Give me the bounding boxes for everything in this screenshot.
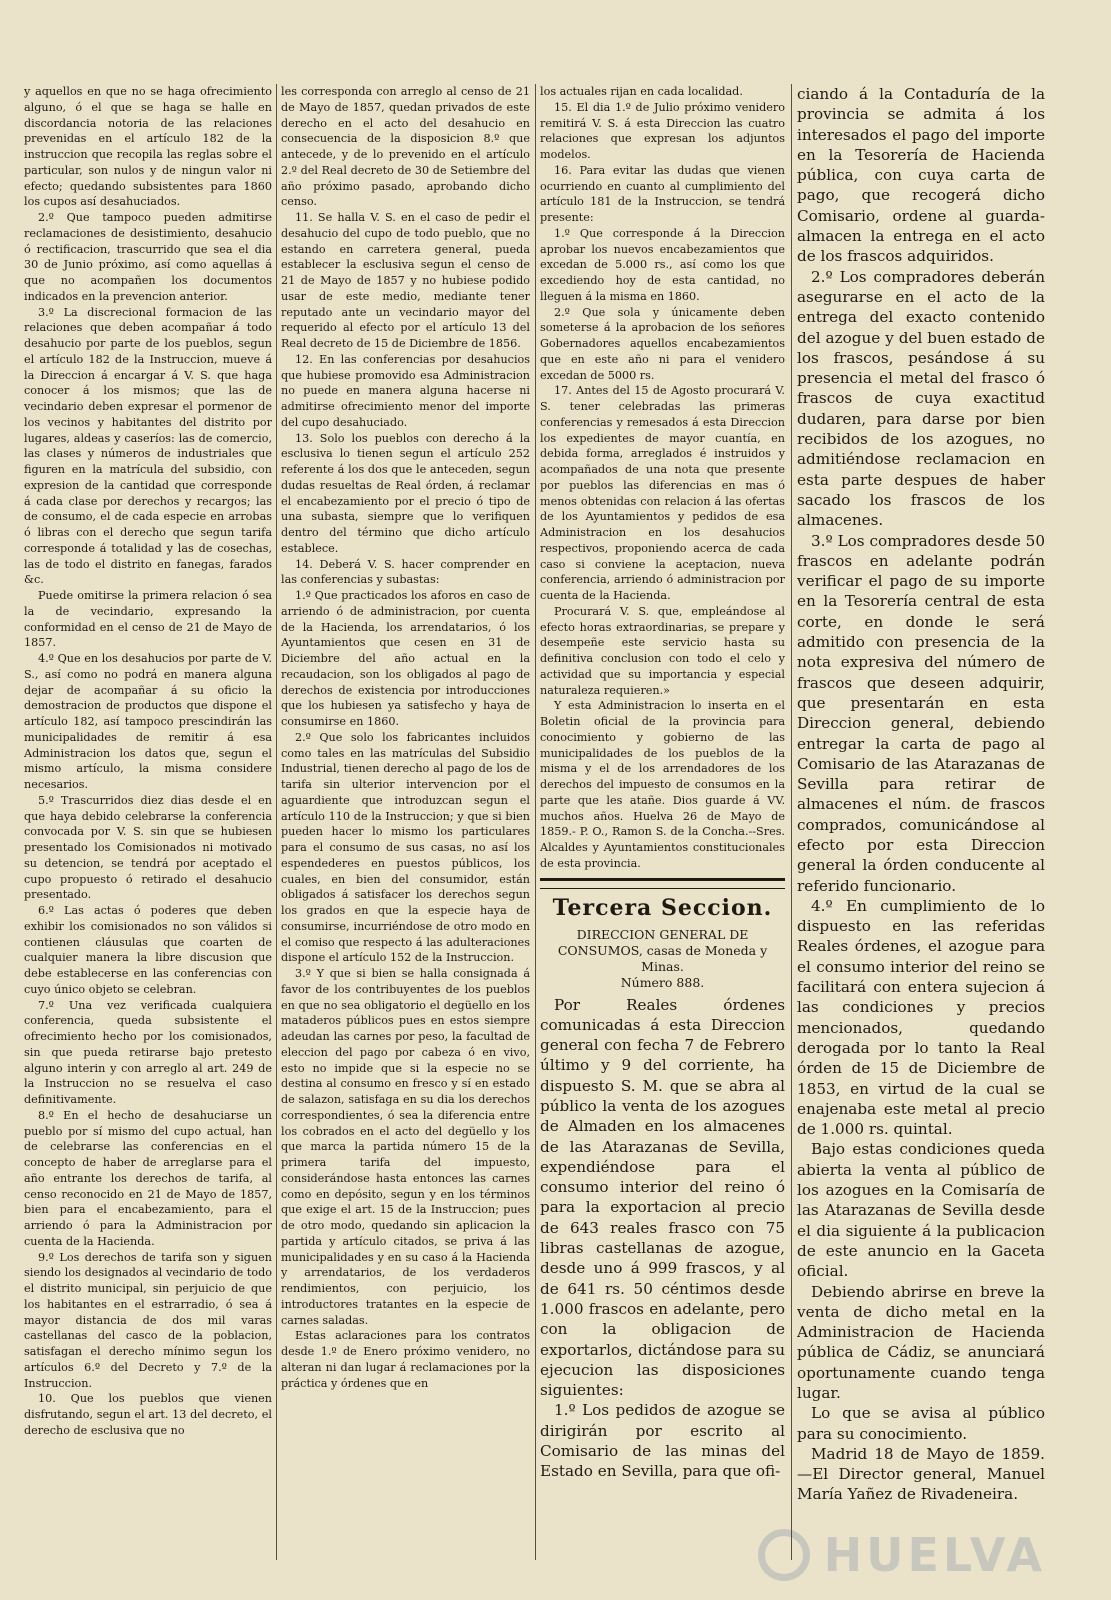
paragraph: 17. Antes del 15 de Agosto procurará V. S. tener celebradas las primeras conferencias y remesados á esta Direccion los expedientes de mayor cuantía, en debida forma, arreglados é instruidos y acompañados de una nota que presente por pueblos las diferencias en mas ó menos obtenidas con relacion á las ofertas de los Ayuntamientos y pedidos de esa Administracion en los desahucios respectivos, proponiendo acerca de cada caso si conviene la aceptacion, nueva conferencia, arriendo ó administracion por cuenta de la Hacienda. <box>540 384 785 602</box>
paragraph: 9.º Los derechos de tarifa son y siguen siendo los designados al vecindario de todo el distrito municipal, sin perjuicio de que los habitantes en el estrarradio, ó sea á mayor distancia de dos mil varas castellanas del casco de la poblacion, satisfagan el derecho mínimo segun los artículos 6.º del Decreto y 7.º de la Instruccion. <box>24 1250 272 1390</box>
column-2 <box>281 84 530 1584</box>
paragraph: 2.º Que sola y únicamente deben someterse á la aprobacion de los señores Gobernadores aquellos encabezamientos que en este año ni para el venidero excedan de 5000 rs. <box>540 305 785 382</box>
paragraph: les corresponda con arreglo al censo de 21 de Mayo de 1857, quedan privados de este derecho en el acto del desahucio en consecuencia de la disposicion 8.º que antecede, y de lo prevenido en el artículo 2.º del Real decreto de 30 de Setiembre del año próximo pasado, aprobando dicho censo. <box>281 85 530 209</box>
paragraph: 3.º Los compradores desde 50 frascos en adelante podrán verificar el pago de su importe en la Tesorería central de esta corte, en donde le será admitido con presencia de la nota expresiva del número de frascos que deseen adquirir, que presentarán en esta Direccion general, debiendo entregar la carta de pago al Comisario de las Atarazanas de Sevilla para retirar de almacenes el núm. de frascos comprados, comunicándose al efecto por esta Direccion general la órden conducente al referido funcionario. <box>797 531 1045 895</box>
paragraph: 16. Para evitar las dudas que vienen ocurriendo en cuanto al cumplimiento del artículo 181 de la Instruccion, se tendrá presente: <box>540 163 785 224</box>
paragraph: 2.º Que tampoco pueden admitirse reclamaciones de desistimiento, desahucio ó rectificacion, trascurrido que sea el dia 30 de Junio próximo, así como aquellas á que no acompañen los documentos indicados en la prevencion anterior. <box>24 211 272 303</box>
paragraph: 6.º Las actas ó poderes que deben exhibir los comisionados no son válidos si contienen cláusulas que coarten de cualquier manera la libre discusion que debe establecerse en las conferencias con cuyo único objeto se celebran. <box>24 904 272 996</box>
column-3 <box>540 84 785 1584</box>
paragraph: Debiendo abrirse en breve la venta de dicho metal en la Administracion de Hacienda pública de Cádiz, se anunciará oportunamente cuando tenga lugar. <box>797 1282 1045 1402</box>
paragraph: ciando á la Contaduría de la provincia se admita á los interesados el pago del importe en la Tesorería de Hacienda pública, con cuya carta de pago, que recogerá dicho Comisario, ordene al guarda-almacen la entrega en el acto de los frascos adquiridos. <box>797 85 1045 266</box>
paragraph: 3.º Y que si bien se halla consignada á favor de los contribuyentes de los pueblos en que no sea obligatorio el degüello en los mataderos públicos pues en estos siempre adeudan las carnes por peso, la facultad de eleccion del pago por cabeza ó en vivo, esto no impide que si la especie no se destina al consumo en fresco y sí en estado de salazon, satisfaga en su dia los derechos correspondientes, ó sea la diferencia entre los cobrados en el acto del degüello y los que marca la partida número 15 de la primera tarifa del impuesto, considerándose hasta entonces las carnes como en depósito, segun y en los términos que exige el art. 15 de la Instruccion; pues de otro modo, quedando sin aplicacion la partida y artículo citados, se priva á las municipalidades y en su caso á la Hacienda y arrendatarios, de los verdaderos rendimientos, con perjuicio, los introductores tratantes en la especie de carnes saladas. <box>281 967 530 1327</box>
paragraph: 15. El dia 1.º de Julio próximo venidero remitirá V. S. á esta Direccion las cuatro relaciones que expresan los adjuntos modelos. <box>540 100 785 161</box>
paragraph: Lo que se avisa al público para su conocimiento. <box>797 1404 1045 1443</box>
paragraph: 2.º Los compradores deberán asegurarse en el acto de la entrega del exacto contenido del azogue y del buen estado de los frascos, pesándose á su presencia el metal del frasco ó frascos de cuya exactitud dudaren, para darse por bien recibidos de los azogues, no admitiéndose reclamacion en esta parte despues de haber sacado los frascos de los almacenes. <box>797 267 1045 530</box>
column-divider <box>791 84 792 1560</box>
paragraph: Por Reales órdenes comunicadas á esta Direccion general con fecha 7 de Febrero último y 9 del corriente, ha dispuesto S. M. que se abra al público la venta de los azogues de Almaden en los almacenes de las Atarazanas de Sevilla, expendiéndose para el consumo interior del reino ó para la exportacion al precio de 643 reales frasco con 75 libras castellanas de azogue, desde uno á 999 frascos, y al de 641 rs. 50 céntimos desde 1.000 frascos en adelante, pero con la obligacion de exportarlos, dictándose para su ejecucion las disposiciones siguientes: <box>540 995 785 1400</box>
paragraph: 13. Solo los pueblos con derecho á la esclusiva lo tienen segun el artículo 252 referente á los dos que le anteceden, segun dudas resueltas de Real órden, á reclamar el encabezamiento por el precio ó tipo de una subasta, siempre que lo verifiquen dentro del término que dicho artículo establece. <box>281 431 530 555</box>
column-4 <box>797 84 1045 1584</box>
paragraph: Procurará V. S. que, empleándose al efecto horas extraordinarias, se prepare y desempeñe este servicio hasta su definitiva conclusion con todo el celo y actividad que su importancia y especial naturaleza requieren.» <box>540 604 785 697</box>
watermark-text: HUELVA <box>823 1528 1046 1582</box>
paragraph: 1.º Que practicados los aforos en caso de arriendo ó de administracion, por cuenta de la Hacienda, los arrendatarios, ó los Ayuntamientos que cesen en 31 de Diciembre del año actual en la recaudacion, son los obligados al pago de derechos de existencia por introducciones que los hubiesen ya satisfecho y haya de consumirse en 1860. <box>281 589 530 728</box>
paragraph: Madrid 18 de Mayo de 1859.—El Director general, Manuel María Yañez de Rivadeneira. <box>797 1444 1045 1504</box>
section-rule <box>540 878 785 889</box>
column-divider <box>535 84 536 1560</box>
paragraph: y aquellos en que no se haga ofrecimiento alguno, ó el que se haga se halle en discordancia notoria de las relaciones prevenidas en el artículo 182 de la instruccion que recopila las reglas sobre el particular, son nulos y de ningun valor ni efecto; quedando subsistentes para 1860 los cupos así desahuciados. <box>24 85 272 209</box>
section-heading: Tercera Seccion. <box>552 894 773 921</box>
paragraph: 12. En las conferencias por desahucios que hubiese promovido esa Administracion no puede en manera alguna hacerse ni admitirse ofrecimiento menor del importe del cupo desahuciado. <box>281 352 530 429</box>
paragraph: 1.º Que corresponde á la Direccion aprobar los nuevos encabezamientos que excedan de 5.000 rs., así como los que excediendo hoy de esta cantidad, no lleguen á la misma en 1860. <box>540 226 785 303</box>
paragraph: 4.º Que en los desahucios por parte de V. S., así como no podrá en manera alguna dejar de acompañar á su oficio la demostracion de productos que dispone el artículo 182, así tampoco prescindirán las municipalidades de remitir á esa Administracion los datos que, segun el mismo artículo, la misma considere necesarios. <box>24 652 272 791</box>
paragraph: 10. Que los pueblos que vienen disfrutando, segun el art. 13 del decreto, el derecho de esclusiva que no <box>24 1392 272 1437</box>
notice-number: Número 888. <box>620 974 705 990</box>
paragraph: los actuales rijan en cada localidad. <box>540 85 743 98</box>
department-heading: DIRECCION GENERAL DE CONSUMOS, casas de Moneda y Minas. <box>557 926 768 974</box>
paragraph: 14. Deberá V. S. hacer comprender en las conferencias y subastas: <box>281 557 530 587</box>
paragraph: Puede omitirse la primera relacion ó sea la de vecindario, expresando la conformidad en el censo de 21 de Mayo de 1857. <box>24 589 272 650</box>
paragraph: 4.º En cumplimiento de lo dispuesto en las referidas Reales órdenes, el azogue para el consumo interior del reino se facilitará con entera sujecion á las condiciones y precios mencionados, quedando derogada por lo tanto la Real órden de 15 de Diciembre de 1853, en virtud de la cual se enajenaba este metal al precio de 1.000 rs. quintal. <box>797 896 1045 1139</box>
paragraph: 1.º Los pedidos de azogue se dirigirán por escrito al Comisario de las minas del Estado en Sevilla, para que ofi- <box>540 1401 785 1481</box>
paragraph: Y esta Administracion lo inserta en el Boletin oficial de la provincia para conocimiento y gobierno de las municipalidades de los pueblos de la misma y el de los arrendadores de los derechos del impuesto de consumos en la parte que les atañe. Dios guarde á VV. muchos años. Huelva 26 de Mayo de 1859.- P. O., Ramon S. de la Concha.--Sres. Alcaldes y Ayuntamientos constitucionales de esta provincia. <box>540 699 785 870</box>
paragraph: Estas aclaraciones para los contratos desde 1.º de Enero próximo venidero, no alteran ni dan lugar á reclamaciones por la práctica y órdenes que en <box>281 1329 530 1390</box>
paragraph: 5.º Trascurridos diez dias desde el en que haya debido celebrarse la conferencia convocada por V. S. sin que se hubiesen presentado los Comisionados ni motivado su detencion, se tendrá por aceptado el cupo propuesto ó retirado el desahucio presentado. <box>24 793 272 902</box>
column-divider <box>276 84 277 1560</box>
paragraph: 11. Se halla V. S. en el caso de pedir el desahucio del cupo de todo pueblo, que no estando en carretera general, pueda establecer la esclusiva segun el censo de 21 de Mayo de 1857 y no hubiese podido usar de este medio, mediante tener reputado ante un vecindario mayor del requerido al efecto por el artículo 13 del Real decreto de 15 de Diciembre de 1856. <box>281 211 530 350</box>
paragraph: 8.º En el hecho de desahuciarse un pueblo por sí mismo del cupo actual, han de celebrarse las conferencias en el concepto de haber de arreglarse para el año entrante los derechos de tarifa, al censo reconocido en 21 de Mayo de 1857, bien para el encabezamiento, para el arriendo ó para la Administracion por cuenta de la Hacienda. <box>24 1108 272 1248</box>
paragraph: 3.º La discrecional formacion de las relaciones que deben acompañar á todo desahucio por parte de los pueblos, segun el artículo 182 de la Instruccion, mueve á la Direccion á encargar á V. S. que haga conocer á los mismos; que las de vecindario deben expresar el pormenor de los vecinos y habitantes del distrito por lugares, aldeas y caseríos: las de comercio, las clases y números de industriales que figuren en la matrícula del subsidio, con expresion de la cantidad que corresponde á cada clase por derechos y recargos; las de consumo, el de cada especie en arrobas ó libras con el derecho que segun tarifa corresponde á totalidad y las de cosechas, las de todo el distrito en fanegas, farados &c. <box>24 305 272 587</box>
column-1 <box>24 84 272 1584</box>
paragraph: Bajo estas condiciones queda abierta la venta al público de los azogues en la Comisaría de las Atarazanas de Sevilla desde el dia siguiente á la publicacion de este anuncio en la Gaceta oficial. <box>797 1140 1045 1281</box>
paragraph: 2.º Que solo los fabricantes incluidos como tales en las matrículas del Subsidio Industrial, tienen derecho al pago de los de tarifa sin ulterior intervencion por el aguardiente que introduzcan segun el artículo 110 de la Instruccion; y que si bien pueden hacer lo mismo los particulares para el consumo de sus casas, no así los espendederes en puestos públicos, los cuales, en bien del consumidor, están obligados á satisfacer los derechos segun los grados en que la especie haya de consumirse, incurriéndose de otro modo en el comiso que respecto á las adulteraciones dispone el artículo 152 de la Instruccion. <box>281 730 530 965</box>
paragraph: 7.º Una vez verificada cualquiera conferencia, queda subsistente el ofrecimiento hecho por los comisionados, sin que pueda retirarse bajo pretesto alguno interin y con arreglo al art. 249 de la Instruccion no se resuelva el caso definitivamente. <box>24 998 272 1106</box>
